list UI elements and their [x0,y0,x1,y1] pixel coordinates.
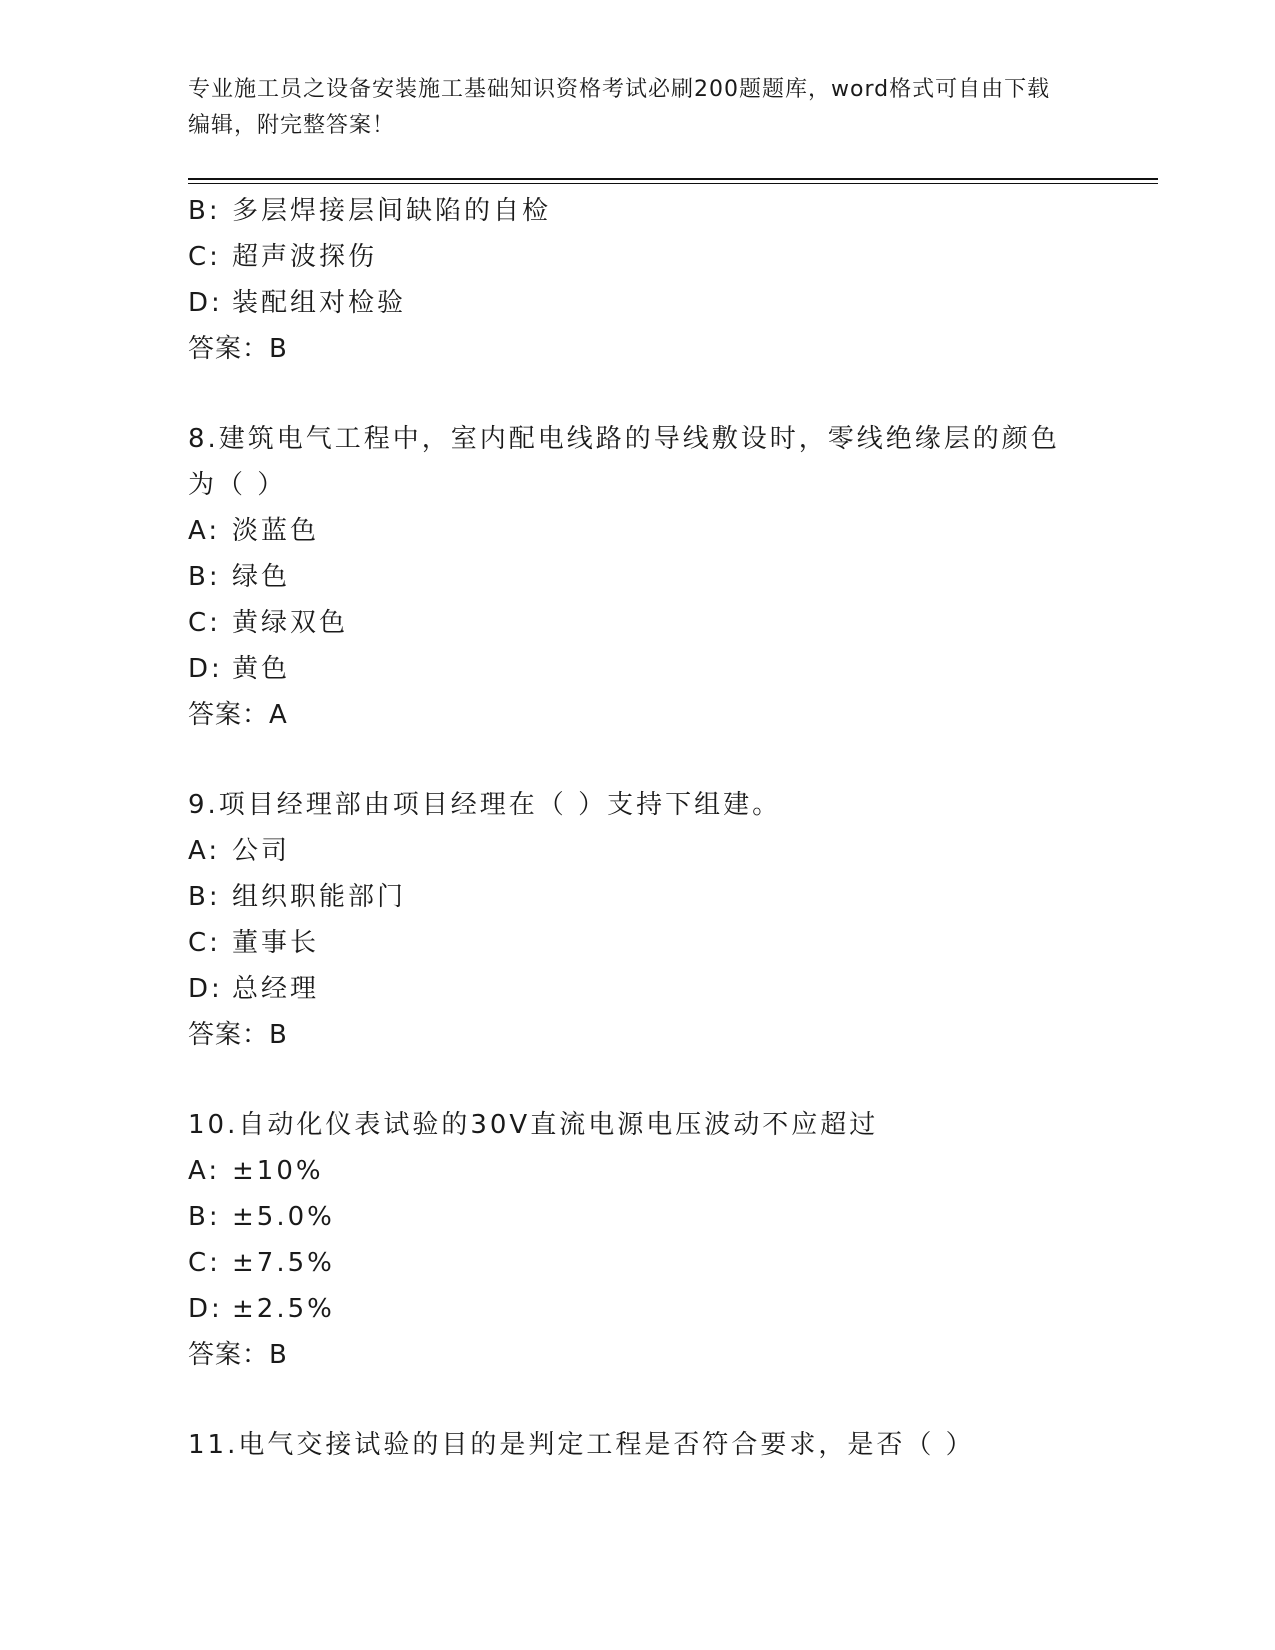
option-a: A: ±10% [188,1156,324,1186]
option-a: A: 淡蓝色 [188,516,320,546]
option-b: B: 绿色 [188,562,291,592]
option-d: D: 黄色 [188,654,291,684]
header-divider-thin [188,183,1158,184]
question-text: 9.项目经理部由项目经理在（ ）支持下组建。 [188,790,782,820]
answer-line: 答案：B [188,1340,288,1370]
document-header: 专业施工员之设备安装施工基础知识资格考试必刷200题题库，word格式可自由下载编辑，附完整答案！ [188,77,1051,138]
answer-line: 答案：B [188,334,288,364]
question-text: 10.自动化仪表试验的30V直流电源电压波动不应超过 [188,1110,879,1140]
option-c: C: 黄绿双色 [188,608,349,638]
question-11-block [188,1422,1088,1468]
answer-line: 答案：B [188,1020,288,1050]
question-9-block [188,782,1088,1058]
answer-line: 答案：A [188,700,288,730]
option-c: C: 董事长 [188,928,320,958]
question-text: 11.电气交接试验的目的是判定工程是否符合要求，是否（ ） [188,1430,975,1460]
question-7-block [188,188,1088,372]
question-text: 8.建筑电气工程中，室内配电线路的导线敷设时，零线绝缘层的颜色为（ ） [188,424,1060,500]
option-d: D: 装配组对检验 [188,288,407,318]
option-b: B: ±5.0% [188,1202,335,1232]
question-list [188,188,1088,1468]
option-b: B: 组织职能部门 [188,882,407,912]
option-d: D: ±2.5% [188,1294,335,1324]
question-8-block [188,416,1088,738]
option-d: D: 总经理 [188,974,320,1004]
option-c: C: 超声波探伤 [188,242,378,272]
option-c: C: ±7.5% [188,1248,335,1278]
option-a: A: 公司 [188,836,291,866]
question-10-block [188,1102,1088,1378]
option-b: B: 多层焊接层间缺陷的自检 [188,196,552,226]
header-divider-thick [188,178,1158,180]
